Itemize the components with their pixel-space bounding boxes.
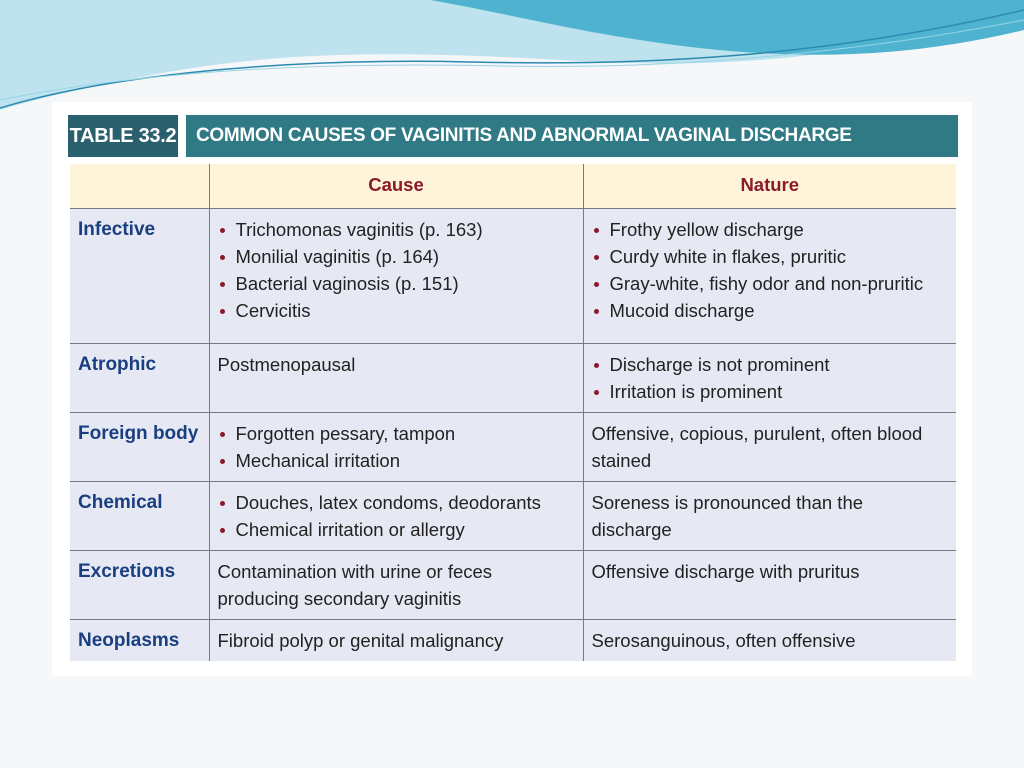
causes-table [70, 164, 956, 661]
header-cause: Cause [209, 164, 583, 209]
row-cause [209, 482, 583, 551]
row-category: Atrophic [70, 344, 209, 413]
list-item: Monilial vaginitis (p. 164) [218, 243, 575, 270]
table-row [70, 482, 956, 551]
row-category: Neoplasms [70, 620, 209, 662]
list-item: Trichomonas vaginitis (p. 163) [218, 216, 575, 243]
row-nature [583, 209, 956, 344]
table-row [70, 551, 956, 620]
list-item: Discharge is not prominent [592, 351, 949, 378]
list-item: Mucoid discharge [592, 297, 949, 324]
row-category: Chemical [70, 482, 209, 551]
row-nature-list [592, 216, 949, 324]
table-row [70, 344, 956, 413]
table-header-row [70, 164, 956, 209]
row-nature: Offensive discharge with pruritus [583, 551, 956, 620]
table-row [70, 413, 956, 482]
table-row [70, 620, 956, 662]
row-nature-list [592, 351, 949, 405]
list-item: Curdy white in flakes, pruritic [592, 243, 949, 270]
table-title: COMMON CAUSES OF VAGINITIS AND ABNORMAL VAGINAL DISCHARGE [186, 115, 958, 157]
row-cause-list [218, 489, 575, 543]
table-row [70, 209, 956, 344]
list-item: Bacterial vaginosis (p. 151) [218, 270, 575, 297]
row-category: Foreign body [70, 413, 209, 482]
list-item: Forgotten pessary, tampon [218, 420, 575, 447]
row-cause-list [218, 420, 575, 474]
list-item: Irritation is prominent [592, 378, 949, 405]
row-cause: Contamination with urine or feces producing secondary vaginitis [209, 551, 583, 620]
row-category: Infective [70, 209, 209, 344]
header-nature: Nature [583, 164, 956, 209]
header-category [70, 164, 209, 209]
table-title-bar [68, 115, 958, 157]
row-nature: Offensive, copious, purulent, often blood stained [583, 413, 956, 482]
row-cause: Fibroid polyp or genital malignancy [209, 620, 583, 662]
row-cause [209, 413, 583, 482]
list-item: Chemical irritation or allergy [218, 516, 575, 543]
row-nature: Serosanguinous, often offensive [583, 620, 956, 662]
table-number: TABLE 33.2 [68, 115, 178, 157]
row-category: Excretions [70, 551, 209, 620]
row-cause: Postmenopausal [209, 344, 583, 413]
row-nature [583, 344, 956, 413]
list-item: Mechanical irritation [218, 447, 575, 474]
list-item: Douches, latex condoms, deodorants [218, 489, 575, 516]
list-item: Gray-white, fishy odor and non-pruritic [592, 270, 949, 297]
list-item: Frothy yellow discharge [592, 216, 949, 243]
list-item: Cervicitis [218, 297, 575, 324]
row-cause [209, 209, 583, 344]
row-nature: Soreness is pronounced than the discharge [583, 482, 956, 551]
row-cause-list [218, 216, 575, 324]
